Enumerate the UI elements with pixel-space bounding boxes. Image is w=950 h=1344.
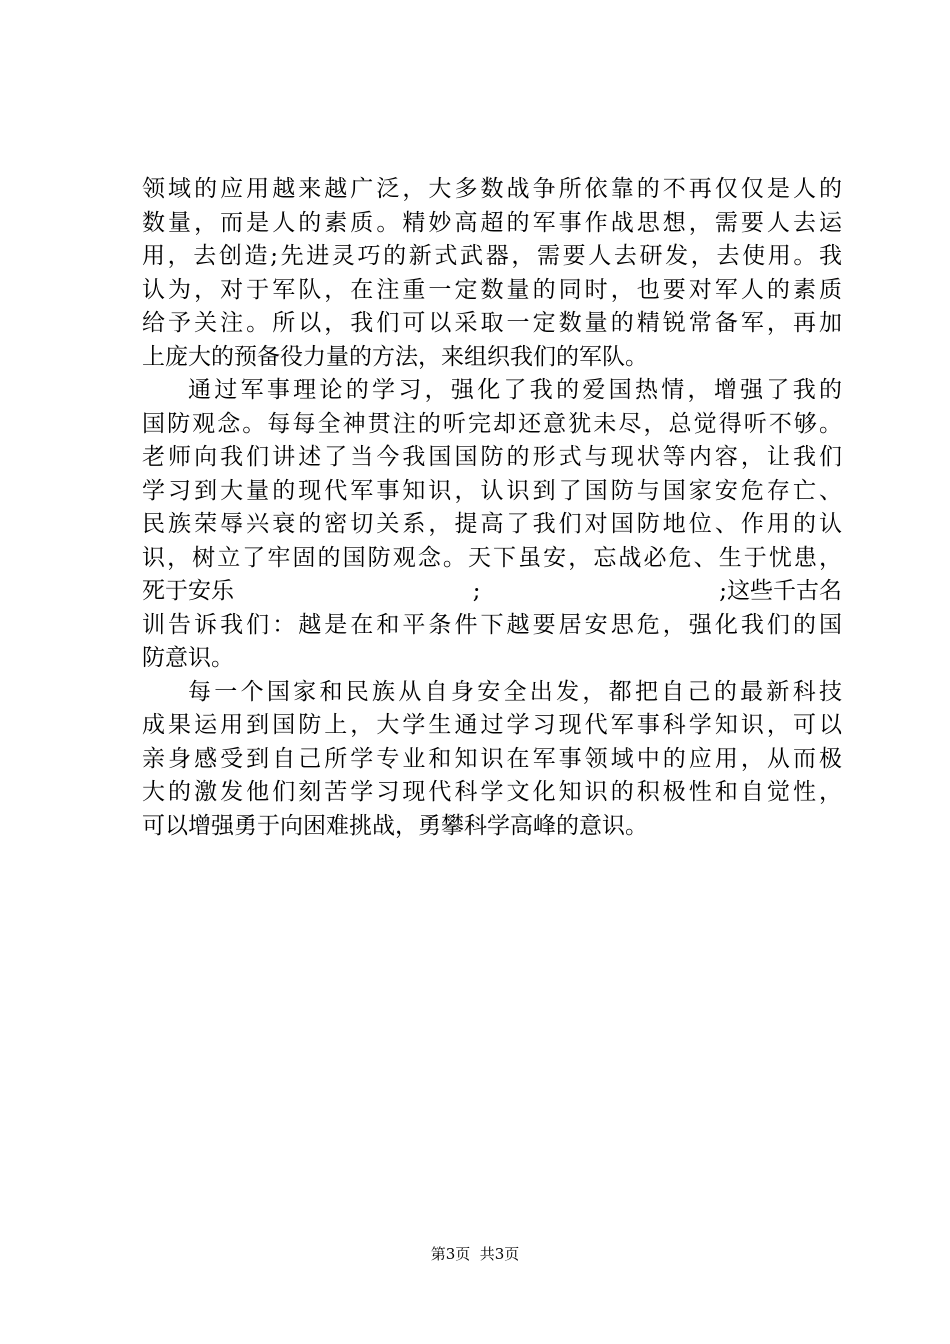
document-body — [142, 173, 842, 843]
paragraph-start-line: 通过军事理论的学习，强化了我的爱国热情，增强了我的 — [188, 377, 842, 403]
text-line: 亲身感受到自己所学专业和知识在军事领域中的应用，从而极 — [142, 745, 842, 772]
text-line: 可以增强勇于向困难挑战，勇攀科学高峰的意识。 — [142, 812, 648, 839]
text-line: 民族荣辱兴衰的密切关系，提高了我们对国防地位、作用的认 — [142, 511, 842, 537]
text-segment: 死于安乐 — [142, 578, 234, 604]
text-line: 学习到大量的现代军事知识，认识到了国防与国家安危存亡、 — [142, 477, 842, 504]
text-line: 国防观念。每每全神贯注的听完却还意犹未尽，总觉得听不够。 — [142, 410, 842, 437]
text-line: 给予关注。所以，我们可以采取一定数量的精锐常备军，再加 — [142, 310, 842, 336]
text-line: 大的激发他们刻苦学习现代科学文化知识的积极性和自觉性， — [142, 779, 842, 805]
page-footer — [0, 1244, 950, 1264]
page-number-label: 第3页 共3页 — [430, 1245, 520, 1263]
text-line: 防意识。 — [142, 645, 234, 671]
text-line: 用，去创造;先进灵巧的新式武器，需要人去研发，去使用。我 — [142, 243, 842, 269]
text-line: 领域的应用越来越广泛，大多数战争所依靠的不再仅仅是人的 — [142, 176, 842, 202]
text-line: 识，树立了牢固的国防观念。天下虽安，忘战必危、生于忧患， — [142, 544, 842, 571]
text-segment: ;这些千古名 — [719, 578, 842, 604]
text-segment: ; — [472, 578, 481, 604]
text-line: 数量，而是人的素质。精妙高超的军事作战思想，需要人去运 — [142, 209, 842, 236]
text-line: 老师向我们讲述了当今我国国防的形式与现状等内容，让我们 — [142, 444, 842, 470]
paragraph-start-line: 每一个国家和民族从自身安全出发，都把自己的最新科技 — [188, 678, 842, 705]
text-line: 上庞大的预备役力量的方法，来组织我们的军队。 — [142, 343, 648, 370]
text-line: 训告诉我们：越是在和平条件下越要居安思危，强化我们的国 — [142, 611, 842, 638]
spaced-text-line — [142, 575, 842, 609]
text-line: 认为，对于军队，在注重一定数量的同时，也要对军人的素质 — [142, 276, 842, 303]
text-line: 成果运用到国防上，大学生通过学习现代军事科学知识，可以 — [142, 712, 842, 738]
